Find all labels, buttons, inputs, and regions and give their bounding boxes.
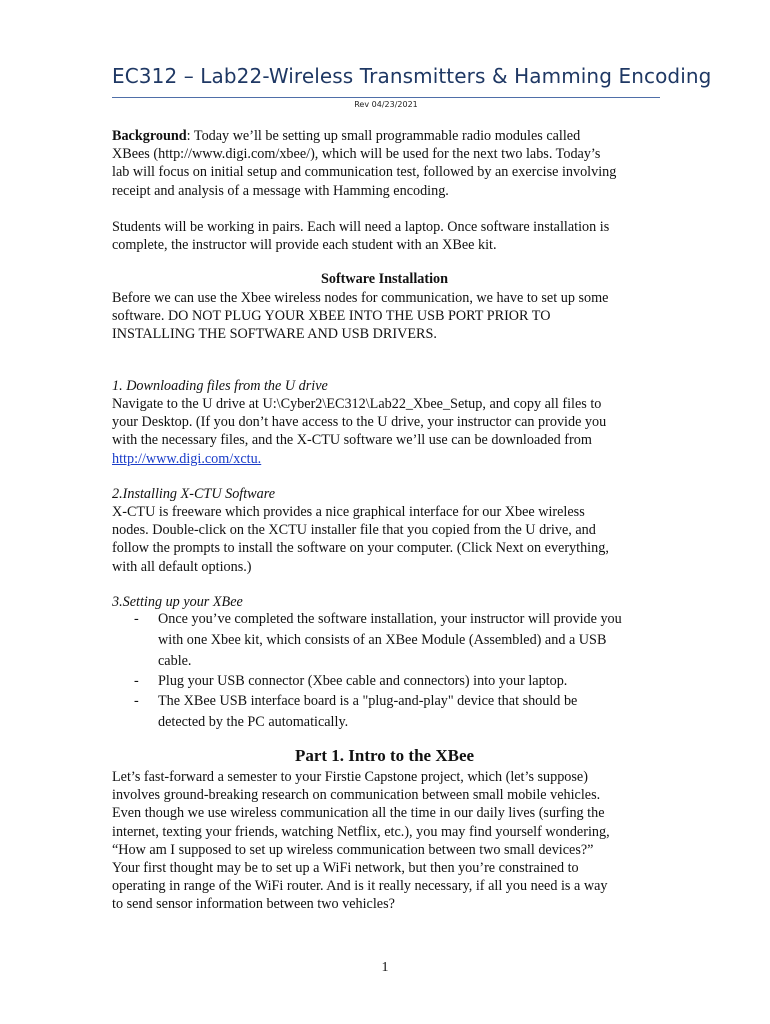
paragraph-line: nodes. Double-click on the XCTU installer file that you copied from the U drive, and xyxy=(112,522,596,539)
paragraph-line: involves ground-breaking research on communication between small mobile vehicles. xyxy=(112,787,601,804)
paragraph-line: Let’s fast-forward a semester to your Firstie Capstone project, which (let’s suppose) xyxy=(112,769,588,785)
paragraph-line: internet, texting your friends, watching Netflix, etc.), you may find yourself wondering, xyxy=(112,823,610,840)
revision-date: Rev 04/23/2021 xyxy=(354,100,418,109)
list-item-line: Once you’ve completed the software installation, your instructor will provide you xyxy=(158,611,622,627)
paragraph-line: with the necessary files, and the X-CTU software we’ll use can be downloaded from xyxy=(112,432,592,449)
list-item xyxy=(158,691,577,733)
paragraph-line: operating in range of the WiFi router. And is it really necessary, if all you need is a way xyxy=(112,878,608,895)
paragraph-line: “How am I supposed to set up wireless communication between two small devices?” xyxy=(112,841,594,858)
paragraph-line: to send sensor information between two vehicles? xyxy=(112,896,395,913)
step3-heading: 3.Setting up your XBee xyxy=(112,594,243,610)
list-item-line: The XBee USB interface board is a "plug-and-play" device that should be xyxy=(158,693,578,709)
list-item xyxy=(158,671,567,692)
paragraph-line: complete, the instructor will provide each student with an XBee kit. xyxy=(112,237,497,254)
paragraph-line: : Today we’ll be setting up small programmable radio modules called xyxy=(186,128,581,144)
list-item-line: cable. xyxy=(158,653,192,669)
list-bullet: - xyxy=(134,611,139,627)
xctu-download-link[interactable]: http://www.digi.com/xctu. xyxy=(112,450,262,467)
title-underline xyxy=(112,97,660,98)
background-paragraph xyxy=(112,127,657,200)
paragraph-line: with all default options.) xyxy=(112,558,252,575)
software-installation-heading: Software Installation xyxy=(320,271,449,287)
list-item xyxy=(158,609,622,672)
paragraph-line: XBees (http://www.digi.com/xbee/), which will be used for the next two labs. Today’s xyxy=(112,146,601,163)
step2-paragraph xyxy=(112,503,657,576)
paragraph-line: your Desktop. (If you don’t have access to the U drive, your instructor can provide you xyxy=(112,414,607,431)
document-title: EC312 – Lab22-Wireless Transmitters & Hamming Encoding xyxy=(112,64,712,88)
paragraph-line: X-CTU is freeware which provides a nice graphical interface for our Xbee wireless xyxy=(112,504,585,520)
list-item-line: detected by the PC automatically. xyxy=(158,714,349,730)
part1-paragraph xyxy=(112,768,657,914)
paragraph-line: Even though we use wireless communication all the time in our daily lives (surfing the xyxy=(112,805,605,822)
list-item-line: with one Xbee kit, which consists of an XBee Module (Assembled) and a USB xyxy=(158,632,607,648)
list-bullet: - xyxy=(134,693,139,709)
step1-heading: 1. Downloading files from the U drive xyxy=(112,378,328,394)
paragraph-line: Navigate to the U drive at U:\Cyber2\EC312\Lab22_Xbee_Setup, and copy all files to xyxy=(112,396,602,412)
step2-heading: 2.Installing X-CTU Software xyxy=(112,486,276,502)
paragraph-line: lab will focus on initial setup and communication test, followed by an exercise involving xyxy=(112,164,617,181)
list-bullet: - xyxy=(134,673,139,689)
paragraph-line: Students will be working in pairs. Each will need a laptop. Once software installation is xyxy=(112,219,610,235)
paragraph-line: INSTALLING THE SOFTWARE AND USB DRIVERS. xyxy=(112,326,437,343)
background-label: Background xyxy=(112,128,187,144)
paragraph-line: Your first thought may be to set up a WiFi network, but then you’re constrained to xyxy=(112,860,579,877)
step1-paragraph xyxy=(112,395,657,468)
list-item-line: Plug your USB connector (Xbee cable and connectors) into your laptop. xyxy=(158,673,568,689)
paragraph-line: Before we can use the Xbee wireless nodes for communication, we have to set up some xyxy=(112,290,609,306)
paragraph-line: follow the prompts to install the software on your computer. (Click Next on everything, xyxy=(112,540,609,557)
part1-heading: Part 1. Intro to the XBee xyxy=(294,746,475,765)
paragraph-line: receipt and analysis of a message with Hamming encoding. xyxy=(112,182,449,199)
page-number: 1 xyxy=(381,960,389,975)
software-installation-paragraph xyxy=(112,289,657,344)
students-paragraph xyxy=(112,218,657,254)
paragraph-line: software. DO NOT PLUG YOUR XBEE INTO THE USB PORT PRIOR TO xyxy=(112,308,551,325)
